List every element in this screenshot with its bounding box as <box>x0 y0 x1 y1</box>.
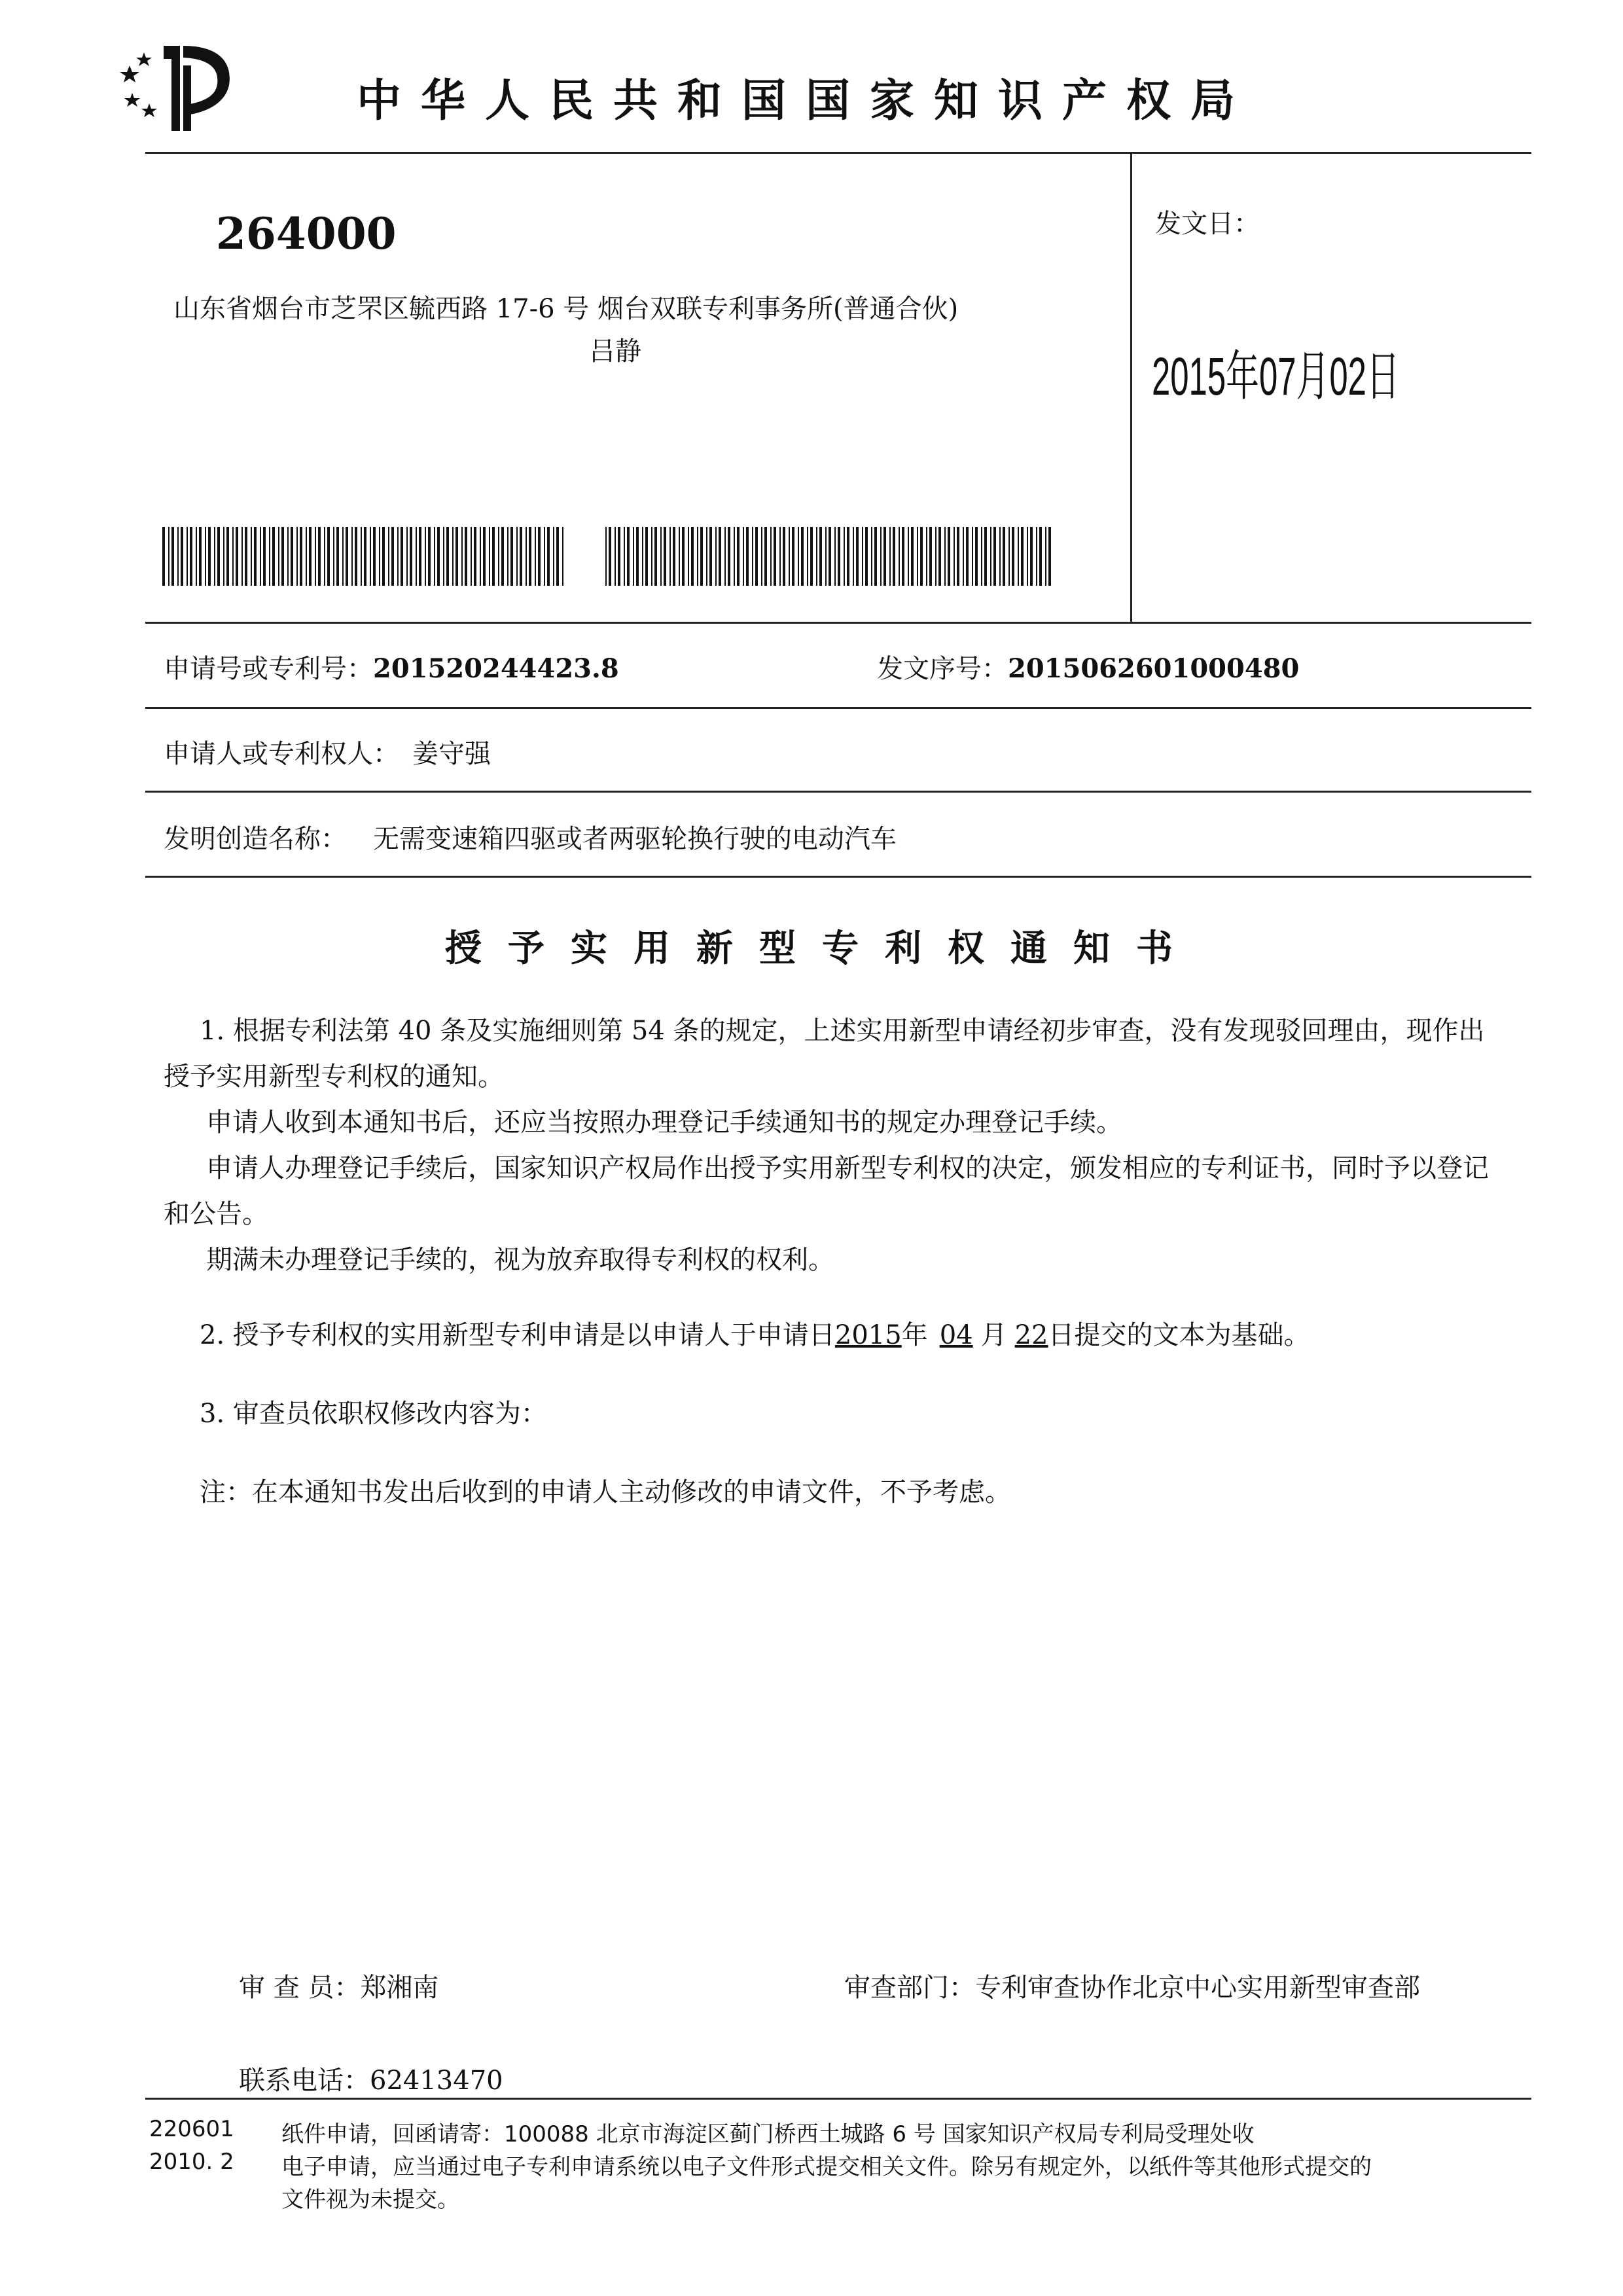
filing-month-unit: 月 <box>980 1320 1007 1350</box>
sipo-logo-icon <box>118 39 249 137</box>
serial-number-label: 发文序号： <box>877 654 1008 684</box>
department-label: 审查部门： <box>844 1973 975 2003</box>
recipient-address: 山东省烟台市芝罘区毓西路 17-6 号 烟台双联专利事务所(普通合伙) <box>173 294 959 324</box>
barcode-right <box>605 527 1054 586</box>
barcode-left <box>162 527 568 586</box>
postcode: 264000 <box>216 208 397 259</box>
filing-day: 22 <box>1014 1320 1048 1350</box>
application-number-field <box>164 648 619 685</box>
dispatch-date-label: 发文日： <box>1155 209 1260 239</box>
phone-field <box>239 2060 503 2097</box>
application-number-label: 申请号或专利号： <box>164 654 373 684</box>
invention-value: 无需变速箱四驱或者两驱轮换行驶的电动汽车 <box>373 824 897 854</box>
examiner-name: 郑湘南 <box>360 1973 439 2003</box>
department-name: 专利审查协作北京中心实用新型审查部 <box>975 1973 1420 2003</box>
date-column-divider <box>1130 152 1132 623</box>
header-divider <box>145 152 1531 154</box>
office-name: 中华人民共和国国家知识产权局 <box>357 75 1255 127</box>
examiner-label: 审 查 员： <box>239 1973 361 2003</box>
serial-number-value: 2015062601000480 <box>1008 653 1300 684</box>
notice-title: 授予实用新型专利权通知书 <box>445 927 1199 970</box>
address-divider <box>145 622 1531 624</box>
footer-line-3: 文件视为未提交。 <box>281 2187 459 2213</box>
paragraph-5 <box>164 1312 1505 1358</box>
filing-year: 2015 <box>834 1320 902 1350</box>
form-code: 220601 <box>149 2116 234 2142</box>
paragraph-2: 申请人收到本通知书后，还应当按照办理登记手续通知书的规定办理登记手续。 <box>206 1107 1122 1138</box>
paragraph-3: 申请人办理登记手续后，国家知识产权局作出授予实用新型专利权的决定，颁发相应的专利证书，同时予以登记和公告。 <box>164 1153 1489 1229</box>
phone-label: 联系电话： <box>239 2066 370 2096</box>
invention-label: 发明创造名称： <box>164 824 347 854</box>
paragraph-5-suffix: 日提交的文本为基础。 <box>1048 1320 1310 1350</box>
paragraph-4: 期满未办理登记手续的，视为放弃取得专利权的权利。 <box>206 1245 834 1275</box>
paragraph-5-prefix: 2. 授予专利权的实用新型专利申请是以申请人于申请日 <box>200 1320 835 1350</box>
note-paragraph: 注：在本通知书发出后收到的申请人主动修改的申请文件，不予考虑。 <box>200 1477 1011 1507</box>
row-divider-3 <box>145 876 1531 878</box>
paragraph-1: 1. 根据专利法第 40 条及实施细则第 54 条的规定，上述实用新型申请经初步审查，没有发现驳回理由，现作出授予实用新型专利权的通知。 <box>164 1016 1485 1092</box>
footer-line-1: 纸件申请，回函请寄：100088 北京市海淀区蓟门桥西土城路 6 号 国家知识产权局专利局受理处收 <box>281 2121 1255 2147</box>
row-divider-2 <box>145 791 1531 793</box>
serial-number-field <box>877 648 1299 685</box>
form-version: 2010. 2 <box>149 2149 234 2175</box>
footer-divider <box>145 2098 1531 2100</box>
paragraph-6: 3. 审查员依职权修改内容为： <box>200 1399 547 1429</box>
recipient-name: 吕静 <box>589 336 641 367</box>
application-number-value: 201520244423.8 <box>373 653 619 684</box>
department-field <box>844 1967 1420 2004</box>
phone-value: 62413470 <box>370 2066 503 2096</box>
row-divider-1 <box>145 707 1531 709</box>
examiner-field <box>239 1967 438 2004</box>
dispatch-date-stamp: 2015年07月02日 <box>1152 347 1400 406</box>
filing-month: 04 <box>939 1320 973 1350</box>
filing-year-unit: 年 <box>901 1320 928 1350</box>
applicant-label: 申请人或专利权人： <box>164 739 399 769</box>
applicant-value: 姜守强 <box>412 739 491 769</box>
footer-line-2: 电子申请，应当通过电子专利申请系统以电子文件形式提交相关文件。除另有规定外，以纸件等其他形式提交的 <box>281 2154 1372 2180</box>
applicant-field <box>164 733 491 770</box>
invention-field <box>164 818 897 855</box>
